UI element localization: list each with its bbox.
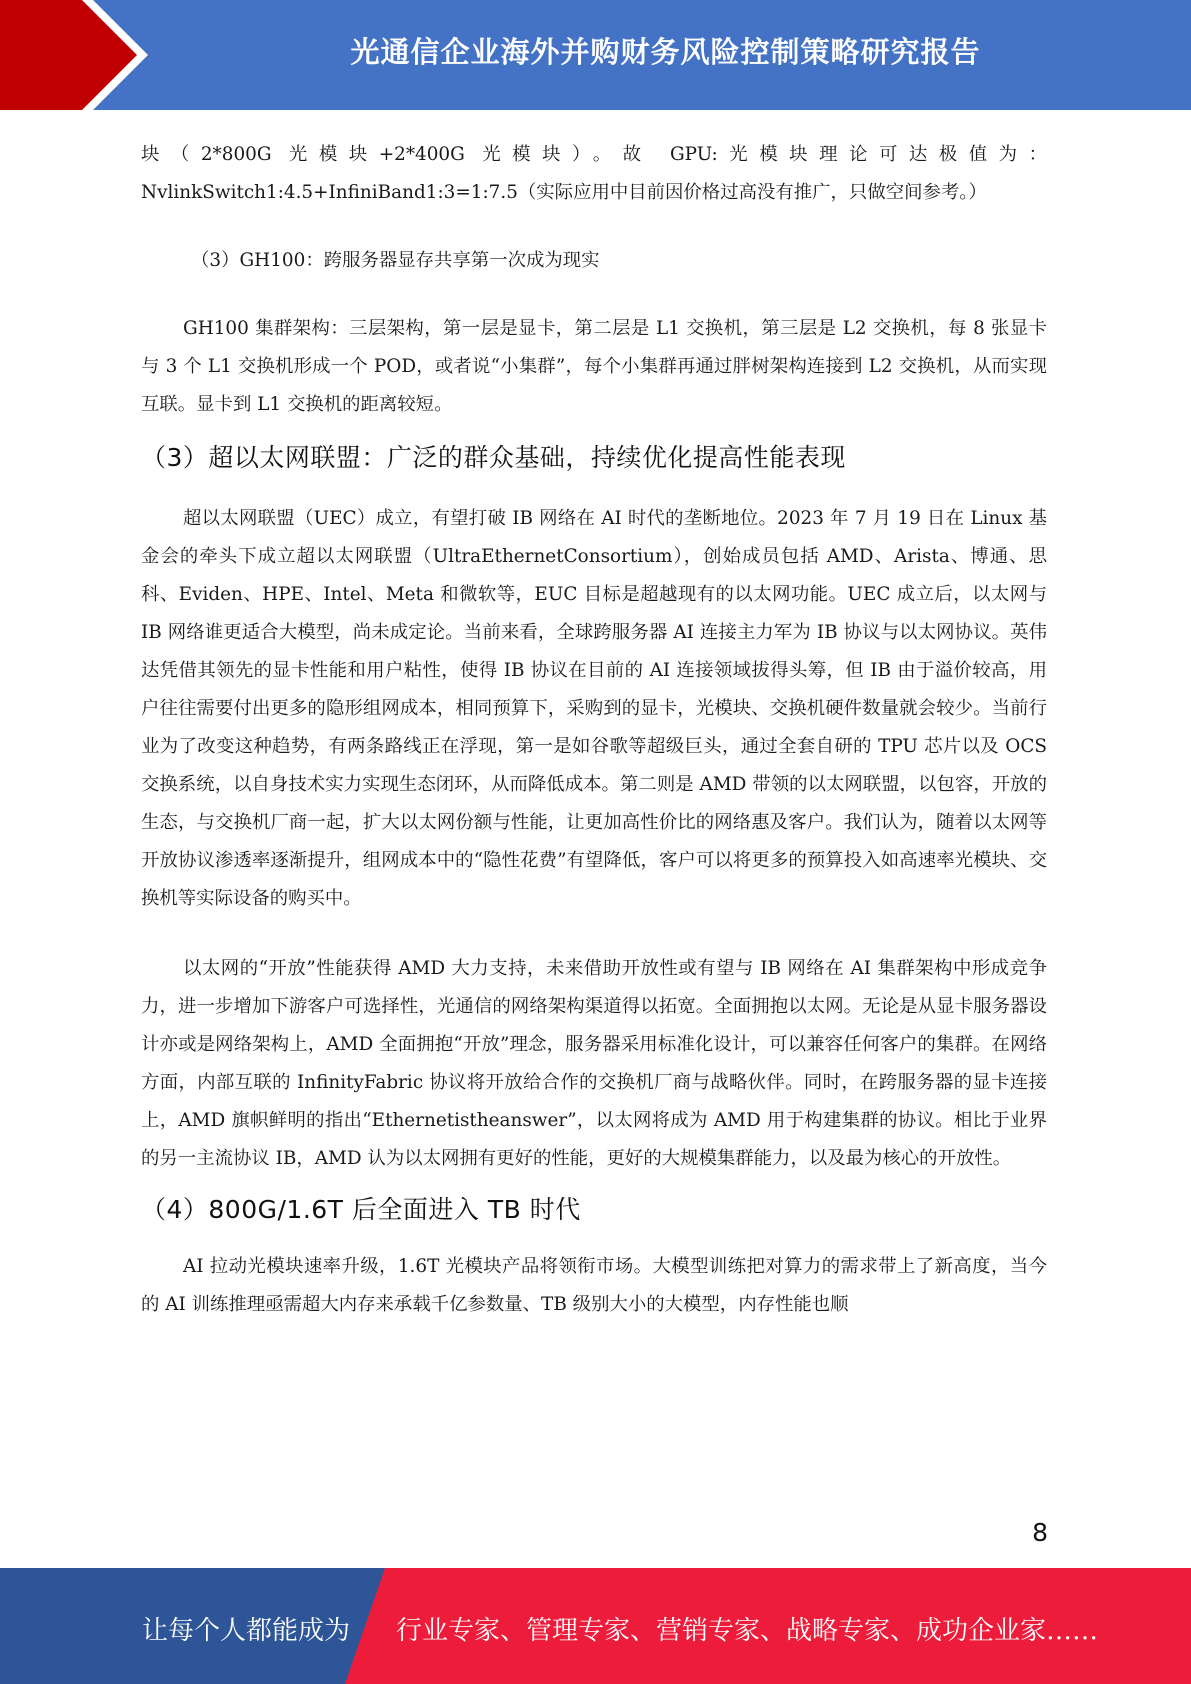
page-number: 8 bbox=[1032, 1518, 1048, 1547]
footer-slogan-left: 让每个人都能成为 bbox=[142, 1616, 351, 1646]
paragraph-gh100: GH100 集群架构：三层架构，第一层是显卡，第二层是 L1 交换机，第三层是 L2 交换机，每 8 张显卡与 3 个 L1 交换机形成一个 POD，或者说“小集群”，每个小集群再通过胖树架构连接到 L2 交换机，从而实现互联。显卡到 L1 交换机的距离较短。 bbox=[141, 318, 1047, 415]
header-title: 光通信企业海外并购财务风险控制策略研究报告 bbox=[350, 35, 981, 69]
page-content bbox=[141, 136, 1047, 1324]
paragraph-uec-2: 以太网的“开放”性能获得 AMD 大力支持，未来借助开放性或有望与 IB 网络在 AI 集群架构中形成竞争力，进一步增加下游客户可选择性，光通信的网络架构渠道得以拓宽。全面拥抱以太网。无论是从显卡服务器设计亦或是网络架构上，AMD 全面拥抱“开放”理念，服务器采用标准化设计，可以兼容任何客户的集群。在网络方面，内部互联的 InfinityFabric 协议将开放给合作的交换机厂商与战略伙伴。同时，在跨服务器的显卡连接上，AMD 旗帜鲜明的指出“Ethernetistheanswer”，以太网将成为 AMD 用于构建集群的协议。相比于业界的另一主流协议 IB，AMD 认为以太网拥有更好的性能，更好的大规模集群能力，以及最为核心的开放性。 bbox=[141, 958, 1047, 1169]
footer-slogan-right: 行业专家、管理专家、营销专家、战略专家、成功企业家…… bbox=[396, 1616, 1099, 1646]
subheading-gh100: （3）GH100：跨服务器显存共享第一次成为现实 bbox=[191, 250, 600, 271]
section-heading-tb: （4）800G/1.6T 后全面进入 TB 时代 bbox=[141, 1195, 581, 1224]
paragraph-intro: 块（2*800G 光模块+2*400G 光模块）。故 GPU:光模块理论可达极值为：NvlinkSwitch1:4.5+InfiniBand1:3=1:7.5（实际应用中目前因价格过高没有推广，只做空间参考。） bbox=[141, 144, 1047, 203]
page-footer bbox=[0, 1568, 1191, 1684]
paragraph-uec-1: 超以太网联盟（UEC）成立，有望打破 IB 网络在 AI 时代的垄断地位。2023 年 7 月 19 日在 Linux 基金会的牵头下成立超以太网联盟（UltraEthernetConsortium），创始成员包括 AMD、Arista、博通、思科、Eviden、HPE、Intel、Meta 和微软等，EUC 目标是超越现有的以太网功能。UEC 成立后，以太网与 IB 网络谁更适合大模型，尚未成定论。当前来看，全球跨服务器 AI 连接主力军为 IB 协议与以太网协议。英伟达凭借其领先的显卡性能和用户粘性，使得 IB 协议在目前的 AI 连接领域拔得头筹，但 IB 由于溢价较高，用户往往需要付出更多的隐形组网成本，相同预算下，采购到的显卡，光模块、交换机硬件数量就会较少。当前行业为了改变这种趋势，有两条路线正在浮现，第一是如谷歌等超级巨头，通过全套自研的 TPU 芯片以及 OCS 交换系统，以自身技术实力实现生态闭环，从而降低成本。第二则是 AMD 带领的以太网联盟，以包容，开放的生态，与交换机厂商一起，扩大以太网份额与性能，让更加高性价比的网络惠及客户。我们认为，随着以太网等开放协议渗透率逐渐提升，组网成本中的“隐性花费”有望降低，客户可以将更多的预算投入如高速率光模块、交换机等实际设备的购买中。 bbox=[141, 508, 1047, 909]
page-header bbox=[0, 0, 1191, 110]
section-heading-uec: （3）超以太网联盟：广泛的群众基础，持续优化提高性能表现 bbox=[141, 443, 846, 472]
paragraph-tb: AI 拉动光模块速率升级，1.6T 光模块产品将领衔市场。大模型训练把对算力的需求带上了新高度，当今的 AI 训练推理亟需超大内存来承载千亿参数量、TB 级别大小的大模型，内存性能也顺 bbox=[141, 1256, 1047, 1315]
